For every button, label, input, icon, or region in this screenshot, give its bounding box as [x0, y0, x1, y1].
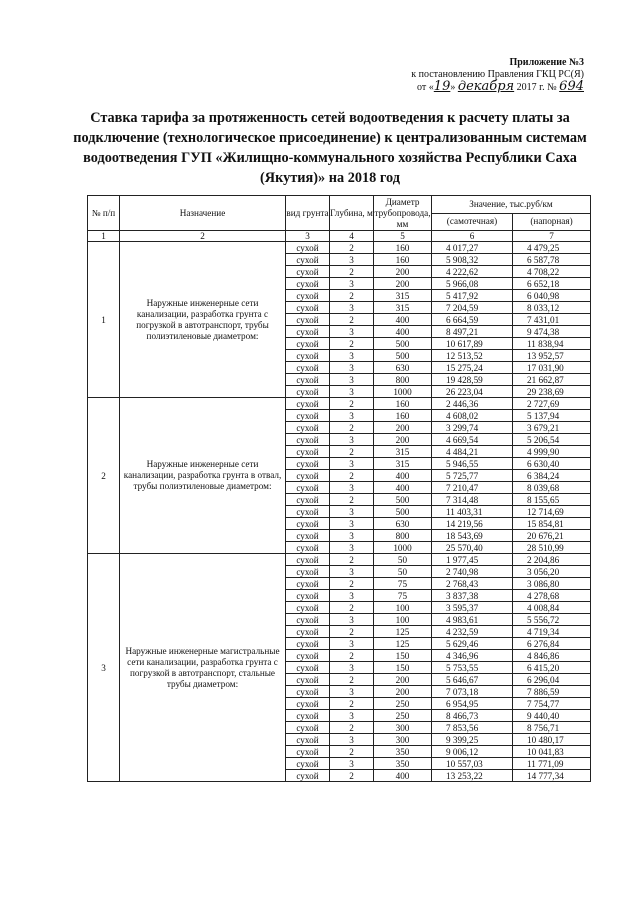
gravity-value-cell: 4 983,61 — [432, 614, 513, 626]
pressure-value-cell: 5 556,72 — [513, 614, 591, 626]
group-number: 2 — [88, 398, 120, 554]
pressure-value-cell: 4 999,90 — [513, 446, 591, 458]
pressure-value-cell: 3 679,21 — [513, 422, 591, 434]
group-number: 1 — [88, 242, 120, 398]
gravity-value-cell: 2 740,98 — [432, 566, 513, 578]
depth-cell: 2 — [330, 578, 374, 590]
depth-cell: 3 — [330, 302, 374, 314]
diameter-cell: 150 — [374, 662, 432, 674]
appendix-title: Приложение №3 — [509, 57, 584, 68]
pressure-value-cell: 6 276,84 — [513, 638, 591, 650]
gravity-value-cell: 6 664,59 — [432, 314, 513, 326]
soil-cell: сухой — [286, 602, 330, 614]
soil-cell: сухой — [286, 374, 330, 386]
depth-cell: 2 — [330, 554, 374, 566]
column-numbers-row — [88, 231, 591, 242]
gravity-value-cell: 5 629,46 — [432, 638, 513, 650]
gravity-value-cell: 11 403,31 — [432, 506, 513, 518]
diameter-cell: 160 — [374, 410, 432, 422]
soil-cell: сухой — [286, 650, 330, 662]
gravity-value-cell: 3 299,74 — [432, 422, 513, 434]
depth-cell: 3 — [330, 254, 374, 266]
gravity-value-cell: 4 669,54 — [432, 434, 513, 446]
pressure-value-cell: 8 756,71 — [513, 722, 591, 734]
group-description: Наружные инженерные сети канализации, разработка грунта с погрузкой в автотранспорт, трубы полиэтиленовые диаметром: — [120, 242, 286, 398]
depth-cell: 3 — [330, 638, 374, 650]
depth-cell: 2 — [330, 470, 374, 482]
diameter-cell: 75 — [374, 590, 432, 602]
soil-cell: сухой — [286, 758, 330, 770]
soil-cell: сухой — [286, 350, 330, 362]
tariff-table — [87, 195, 591, 782]
diameter-cell: 300 — [374, 722, 432, 734]
pressure-value-cell: 20 676,21 — [513, 530, 591, 542]
pressure-value-cell: 17 031,90 — [513, 362, 591, 374]
depth-cell: 2 — [330, 698, 374, 710]
pressure-value-cell: 6 040,98 — [513, 290, 591, 302]
soil-cell: сухой — [286, 542, 330, 554]
diameter-cell: 250 — [374, 710, 432, 722]
diameter-cell: 160 — [374, 398, 432, 410]
soil-cell: сухой — [286, 290, 330, 302]
pressure-value-cell: 4 278,68 — [513, 590, 591, 602]
depth-cell: 3 — [330, 278, 374, 290]
pressure-value-cell: 7 431,01 — [513, 314, 591, 326]
soil-cell: сухой — [286, 590, 330, 602]
appendix-number: 694 — [559, 79, 584, 94]
diameter-cell: 400 — [374, 314, 432, 326]
gravity-value-cell: 4 346,96 — [432, 650, 513, 662]
gravity-value-cell: 25 570,40 — [432, 542, 513, 554]
gravity-value-cell: 10 557,03 — [432, 758, 513, 770]
soil-cell: сухой — [286, 242, 330, 254]
header-pressure: (напорная) — [513, 213, 591, 231]
diameter-cell: 150 — [374, 650, 432, 662]
soil-cell: сухой — [286, 434, 330, 446]
appendix-mid: » — [450, 82, 456, 93]
page-title: Ставка тарифа за протяженность сетей водоотведения к расчету платы за подключение (технологическое присоединение) к централизованным системам водоотведения ГУП «Жилищно-коммунального хозяйства Республики Саха (Якутия)» на 2018 год — [73, 110, 587, 186]
soil-cell: сухой — [286, 398, 330, 410]
diameter-cell: 315 — [374, 446, 432, 458]
column-number: 1 — [88, 231, 120, 242]
depth-cell: 2 — [330, 290, 374, 302]
depth-cell: 3 — [330, 734, 374, 746]
soil-cell: сухой — [286, 386, 330, 398]
depth-cell: 2 — [330, 422, 374, 434]
depth-cell: 3 — [330, 374, 374, 386]
soil-cell: сухой — [286, 446, 330, 458]
soil-cell: сухой — [286, 254, 330, 266]
depth-cell: 2 — [330, 650, 374, 662]
pressure-value-cell: 29 238,69 — [513, 386, 591, 398]
pressure-value-cell: 8 155,65 — [513, 494, 591, 506]
soil-cell: сухой — [286, 638, 330, 650]
soil-cell: сухой — [286, 578, 330, 590]
depth-cell: 2 — [330, 494, 374, 506]
table-row — [88, 554, 591, 566]
header-purpose: Назначение — [120, 196, 286, 231]
diameter-cell: 1000 — [374, 386, 432, 398]
gravity-value-cell: 7 073,18 — [432, 686, 513, 698]
soil-cell: сухой — [286, 314, 330, 326]
pressure-value-cell: 10 041,83 — [513, 746, 591, 758]
soil-cell: сухой — [286, 494, 330, 506]
pressure-value-cell: 12 714,69 — [513, 506, 591, 518]
diameter-cell: 200 — [374, 266, 432, 278]
diameter-cell: 500 — [374, 338, 432, 350]
soil-cell: сухой — [286, 554, 330, 566]
gravity-value-cell: 7 314,48 — [432, 494, 513, 506]
pressure-value-cell: 10 480,17 — [513, 734, 591, 746]
depth-cell: 3 — [330, 686, 374, 698]
appendix-month: декабря — [457, 79, 515, 94]
gravity-value-cell: 10 617,89 — [432, 338, 513, 350]
gravity-value-cell: 26 223,04 — [432, 386, 513, 398]
depth-cell: 3 — [330, 410, 374, 422]
gravity-value-cell: 13 253,22 — [432, 770, 513, 782]
gravity-value-cell: 19 428,59 — [432, 374, 513, 386]
gravity-value-cell: 8 466,73 — [432, 710, 513, 722]
diameter-cell: 200 — [374, 686, 432, 698]
gravity-value-cell: 6 954,95 — [432, 698, 513, 710]
soil-cell: сухой — [286, 458, 330, 470]
depth-cell: 3 — [330, 758, 374, 770]
pressure-value-cell: 4 708,22 — [513, 266, 591, 278]
soil-cell: сухой — [286, 338, 330, 350]
depth-cell: 2 — [330, 746, 374, 758]
soil-cell: сухой — [286, 518, 330, 530]
depth-cell: 2 — [330, 770, 374, 782]
depth-cell: 2 — [330, 446, 374, 458]
diameter-cell: 400 — [374, 482, 432, 494]
depth-cell: 2 — [330, 626, 374, 638]
header-soil: вид грунта — [286, 196, 330, 231]
depth-cell: 3 — [330, 530, 374, 542]
pressure-value-cell: 4 719,34 — [513, 626, 591, 638]
group-number: 3 — [88, 554, 120, 782]
pressure-value-cell: 8 039,68 — [513, 482, 591, 494]
gravity-value-cell: 4 222,62 — [432, 266, 513, 278]
diameter-cell: 100 — [374, 614, 432, 626]
soil-cell: сухой — [286, 506, 330, 518]
pressure-value-cell: 8 033,12 — [513, 302, 591, 314]
depth-cell: 3 — [330, 350, 374, 362]
depth-cell: 3 — [330, 434, 374, 446]
pressure-value-cell: 13 952,57 — [513, 350, 591, 362]
soil-cell: сухой — [286, 362, 330, 374]
gravity-value-cell: 2 446,36 — [432, 398, 513, 410]
gravity-value-cell: 9 006,12 — [432, 746, 513, 758]
gravity-value-cell: 5 753,55 — [432, 662, 513, 674]
gravity-value-cell: 14 219,56 — [432, 518, 513, 530]
soil-cell: сухой — [286, 566, 330, 578]
appendix-year-no: 2017 г. № — [516, 82, 557, 93]
depth-cell: 3 — [330, 542, 374, 554]
gravity-value-cell: 7 853,56 — [432, 722, 513, 734]
diameter-cell: 350 — [374, 758, 432, 770]
depth-cell: 3 — [330, 518, 374, 530]
group-description: Наружные инженерные магистральные сети канализации, разработка грунта с погрузкой в автотранспорт, стальные трубы диаметром: — [120, 554, 286, 782]
pressure-value-cell: 4 008,84 — [513, 602, 591, 614]
diameter-cell: 800 — [374, 374, 432, 386]
depth-cell: 2 — [330, 266, 374, 278]
pressure-value-cell: 4 846,86 — [513, 650, 591, 662]
soil-cell: сухой — [286, 686, 330, 698]
depth-cell: 3 — [330, 362, 374, 374]
pressure-value-cell: 9 474,38 — [513, 326, 591, 338]
appendix-from: от « — [417, 82, 434, 93]
gravity-value-cell: 4 484,21 — [432, 446, 513, 458]
soil-cell: сухой — [286, 698, 330, 710]
gravity-value-cell: 9 399,25 — [432, 734, 513, 746]
header-diameter: Диаметр трубопровода, мм — [374, 196, 431, 229]
pressure-value-cell: 2 204,86 — [513, 554, 591, 566]
diameter-cell: 250 — [374, 698, 432, 710]
header-np: № п/п — [88, 196, 120, 231]
depth-cell: 3 — [330, 506, 374, 518]
depth-cell: 2 — [330, 674, 374, 686]
diameter-cell: 200 — [374, 278, 432, 290]
group-description: Наружные инженерные сети канализации, разработка грунта в отвал, трубы полиэтиленовые диаметром: — [120, 398, 286, 554]
soil-cell: сухой — [286, 530, 330, 542]
depth-cell: 2 — [330, 398, 374, 410]
gravity-value-cell: 4 232,59 — [432, 626, 513, 638]
gravity-value-cell: 5 646,67 — [432, 674, 513, 686]
pressure-value-cell: 6 384,24 — [513, 470, 591, 482]
appendix-block — [224, 57, 584, 94]
gravity-value-cell: 18 543,69 — [432, 530, 513, 542]
soil-cell: сухой — [286, 722, 330, 734]
column-number: 5 — [374, 231, 432, 242]
soil-cell: сухой — [286, 422, 330, 434]
column-number: 3 — [286, 231, 330, 242]
diameter-cell: 630 — [374, 362, 432, 374]
depth-cell: 3 — [330, 326, 374, 338]
diameter-cell: 100 — [374, 602, 432, 614]
diameter-cell: 400 — [374, 770, 432, 782]
pressure-value-cell: 11 838,94 — [513, 338, 591, 350]
soil-cell: сухой — [286, 614, 330, 626]
depth-cell: 3 — [330, 386, 374, 398]
diameter-cell: 200 — [374, 674, 432, 686]
soil-cell: сухой — [286, 482, 330, 494]
diameter-cell: 125 — [374, 638, 432, 650]
diameter-cell: 315 — [374, 458, 432, 470]
pressure-value-cell: 28 510,99 — [513, 542, 591, 554]
header-value: Значение, тыс.руб/км — [432, 196, 591, 214]
pressure-value-cell: 14 777,34 — [513, 770, 591, 782]
soil-cell: сухой — [286, 278, 330, 290]
diameter-cell: 160 — [374, 254, 432, 266]
pressure-value-cell: 7 754,77 — [513, 698, 591, 710]
diameter-cell: 630 — [374, 518, 432, 530]
gravity-value-cell: 5 417,92 — [432, 290, 513, 302]
soil-cell: сухой — [286, 734, 330, 746]
soil-cell: сухой — [286, 326, 330, 338]
depth-cell: 3 — [330, 590, 374, 602]
gravity-value-cell: 15 275,24 — [432, 362, 513, 374]
pressure-value-cell: 15 854,81 — [513, 518, 591, 530]
diameter-cell: 125 — [374, 626, 432, 638]
soil-cell: сухой — [286, 674, 330, 686]
gravity-value-cell: 7 204,59 — [432, 302, 513, 314]
pressure-value-cell: 6 415,20 — [513, 662, 591, 674]
gravity-value-cell: 5 966,08 — [432, 278, 513, 290]
depth-cell: 3 — [330, 662, 374, 674]
depth-cell: 3 — [330, 710, 374, 722]
soil-cell: сухой — [286, 770, 330, 782]
gravity-value-cell: 2 768,43 — [432, 578, 513, 590]
gravity-value-cell: 4 608,02 — [432, 410, 513, 422]
soil-cell: сухой — [286, 746, 330, 758]
soil-cell: сухой — [286, 662, 330, 674]
soil-cell: сухой — [286, 710, 330, 722]
pressure-value-cell: 11 771,09 — [513, 758, 591, 770]
pressure-value-cell: 3 086,80 — [513, 578, 591, 590]
pressure-value-cell: 21 662,87 — [513, 374, 591, 386]
pressure-value-cell: 5 137,94 — [513, 410, 591, 422]
gravity-value-cell: 3 837,38 — [432, 590, 513, 602]
diameter-cell: 400 — [374, 326, 432, 338]
diameter-cell: 300 — [374, 734, 432, 746]
depth-cell: 2 — [330, 242, 374, 254]
table-row — [88, 242, 591, 254]
pressure-value-cell: 7 886,59 — [513, 686, 591, 698]
depth-cell: 2 — [330, 314, 374, 326]
appendix-resolution: к постановлению Правления ГКЦ РС(Я) — [411, 69, 584, 80]
gravity-value-cell: 7 210,47 — [432, 482, 513, 494]
appendix-day: 19 — [433, 79, 451, 94]
soil-cell: сухой — [286, 266, 330, 278]
gravity-value-cell: 5 908,32 — [432, 254, 513, 266]
header-gravity: (самотечная) — [432, 213, 513, 231]
column-number: 2 — [120, 231, 286, 242]
soil-cell: сухой — [286, 626, 330, 638]
pressure-value-cell: 6 630,40 — [513, 458, 591, 470]
gravity-value-cell: 3 595,37 — [432, 602, 513, 614]
gravity-value-cell: 5 946,55 — [432, 458, 513, 470]
diameter-cell: 500 — [374, 494, 432, 506]
gravity-value-cell: 1 977,45 — [432, 554, 513, 566]
diameter-cell: 800 — [374, 530, 432, 542]
diameter-cell: 50 — [374, 566, 432, 578]
appendix-date-line — [224, 81, 584, 94]
diameter-cell: 50 — [374, 554, 432, 566]
column-number: 7 — [513, 231, 591, 242]
gravity-value-cell: 8 497,21 — [432, 326, 513, 338]
diameter-cell: 500 — [374, 350, 432, 362]
diameter-cell: 315 — [374, 290, 432, 302]
soil-cell: сухой — [286, 302, 330, 314]
pressure-value-cell: 6 296,04 — [513, 674, 591, 686]
pressure-value-cell: 6 587,78 — [513, 254, 591, 266]
diameter-cell: 1000 — [374, 542, 432, 554]
gravity-value-cell: 5 725,77 — [432, 470, 513, 482]
header-depth: Глубина, м — [330, 196, 374, 231]
pressure-value-cell: 2 727,69 — [513, 398, 591, 410]
depth-cell: 3 — [330, 566, 374, 578]
depth-cell: 3 — [330, 458, 374, 470]
gravity-value-cell: 12 513,52 — [432, 350, 513, 362]
diameter-cell: 75 — [374, 578, 432, 590]
depth-cell: 2 — [330, 722, 374, 734]
pressure-value-cell: 4 479,25 — [513, 242, 591, 254]
diameter-cell: 160 — [374, 242, 432, 254]
diameter-cell: 200 — [374, 434, 432, 446]
depth-cell: 2 — [330, 602, 374, 614]
gravity-value-cell: 4 017,27 — [432, 242, 513, 254]
pressure-value-cell: 3 056,20 — [513, 566, 591, 578]
column-number: 4 — [330, 231, 374, 242]
pressure-value-cell: 5 206,54 — [513, 434, 591, 446]
diameter-cell: 500 — [374, 506, 432, 518]
pressure-value-cell: 9 440,40 — [513, 710, 591, 722]
diameter-cell: 350 — [374, 746, 432, 758]
diameter-cell: 400 — [374, 470, 432, 482]
table-row — [88, 398, 591, 410]
diameter-cell: 315 — [374, 302, 432, 314]
depth-cell: 3 — [330, 482, 374, 494]
soil-cell: сухой — [286, 410, 330, 422]
depth-cell: 2 — [330, 338, 374, 350]
diameter-cell: 200 — [374, 422, 432, 434]
soil-cell: сухой — [286, 470, 330, 482]
column-number: 6 — [432, 231, 513, 242]
depth-cell: 3 — [330, 614, 374, 626]
table-body — [88, 242, 591, 782]
pressure-value-cell: 6 652,18 — [513, 278, 591, 290]
